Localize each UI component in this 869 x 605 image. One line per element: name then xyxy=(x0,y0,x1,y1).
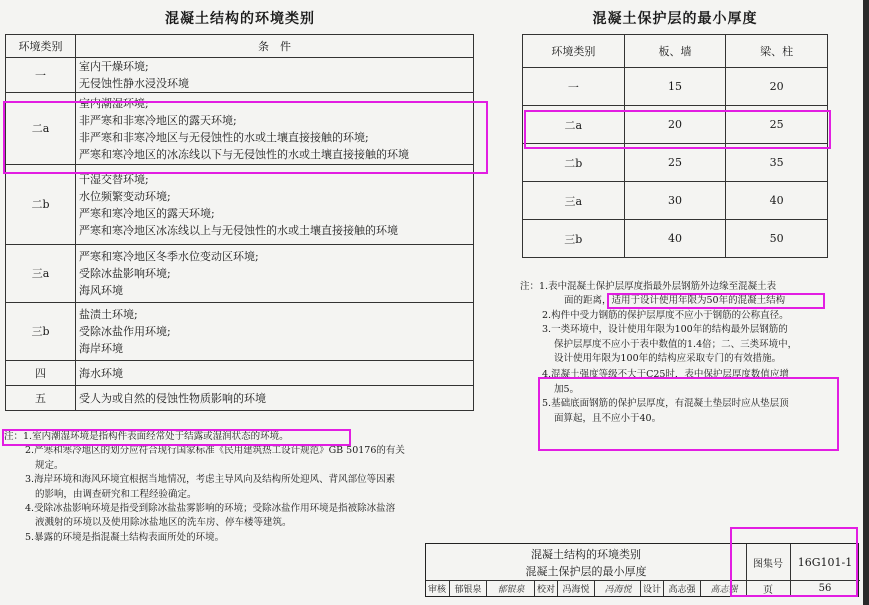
environment-category-table xyxy=(5,34,474,411)
highlight-box-note-50yr xyxy=(607,293,825,309)
condition-line: 无侵蚀性静水浸没环境 xyxy=(79,77,189,90)
condition-line: 干湿交替环境; xyxy=(79,172,149,186)
highlight-box-note-1 xyxy=(2,429,351,446)
condition-line: 受除冰盐影响环境; xyxy=(79,267,171,280)
condition-line: 受人为或自然的侵蚀性物质影响的环境 xyxy=(79,391,266,405)
cover-note-line: 2.构件中受力钢筋的保护层厚度不应小于钢筋的公称直径。 xyxy=(542,309,789,321)
env-condition-cell xyxy=(76,245,474,303)
env-note-line: 注：1.室内潮湿环境是指构件表面经常处于结露或湿润状态的环境。 xyxy=(4,431,289,442)
review-signature: 郁银泉 xyxy=(486,581,535,596)
condition-line: 严寒和寒冷地区的冰冻线以下与无侵蚀性的水或土壤直接接触的环境 xyxy=(79,147,409,161)
env-note-line: 2.严寒和寒冷地区的划分应符合现行国家标准《民用建筑热工设计规范》GB 50176的有关 xyxy=(25,445,405,457)
condition-line: 盐渍土环境; xyxy=(79,308,138,321)
table-row xyxy=(6,245,474,303)
cover-note-line: 面算起，且不应小于40。 xyxy=(554,412,662,424)
condition-line: 水位频繁变动环境; xyxy=(79,189,171,203)
env-category-cell: 三a xyxy=(6,245,76,303)
cover-note-line: 4.混凝土强度等级不大于C25时，表中保护层厚度数值应增 xyxy=(542,369,789,381)
env-notes xyxy=(4,430,405,545)
table-row xyxy=(523,144,828,182)
table-row xyxy=(523,182,828,220)
table-row xyxy=(6,165,474,245)
highlight-box-atlas xyxy=(730,527,858,597)
cover-cell: 50 xyxy=(726,220,828,258)
env-category-cell: 二b xyxy=(6,165,76,245)
env-note-line: 规定。 xyxy=(35,459,64,471)
cover-cell: 20 xyxy=(726,68,828,106)
cover-cell: 40 xyxy=(624,220,726,258)
env-header-category: 环境类别 xyxy=(6,35,76,58)
env-header-condition: 条 件 xyxy=(76,35,474,58)
page-label: 页 xyxy=(763,584,773,596)
left-title: 混凝土结构的环境类别 xyxy=(165,11,315,27)
condition-line: 室内干燥环境; xyxy=(79,60,149,73)
env-condition-cell xyxy=(76,361,474,386)
condition-line: 室内潮湿环境; xyxy=(79,96,149,110)
cover-cell: 二a xyxy=(523,106,625,144)
env-note-line: 3.海岸环境和海风环境宜根据当地情况，考虑主导风向及结构所处迎风、背风部位等因素 xyxy=(25,474,396,486)
env-category-cell: 五 xyxy=(6,386,76,411)
right-title: 混凝土保护层的最小厚度 xyxy=(592,11,758,27)
design-label: 设计 xyxy=(640,581,663,596)
env-category-cell: 二a xyxy=(6,93,76,165)
condition-line: 严寒和寒冷地区冰冻线以上与无侵蚀性的水或土壤直接接触的环境 xyxy=(79,223,398,237)
cover-note-highlighted: 适用于设计使用年限为50年的混凝土结构 xyxy=(611,295,786,307)
cover-cell: 15 xyxy=(624,68,726,106)
condition-line: 海岸环境 xyxy=(79,342,123,355)
cover-cell: 35 xyxy=(726,144,828,182)
condition-line: 海风环境 xyxy=(79,284,123,297)
highlight-box-env-2a xyxy=(3,101,488,174)
env-note-line: 5.暴露的环境是指混凝土结构表面所处的环境。 xyxy=(25,531,225,543)
cover-cell: 二b xyxy=(523,144,625,182)
design-name: 高志强 xyxy=(663,581,700,596)
condition-line: 受除冰盐作用环境; xyxy=(79,325,171,338)
env-note-line: 的影响，由调查研究和工程经验确定。 xyxy=(35,488,197,500)
page-edge xyxy=(863,0,869,605)
condition-line: 非严寒和非寒冷地区与无侵蚀性的水或土壤直接接触的环境; xyxy=(79,130,369,144)
cover-cell: 一 xyxy=(523,68,625,106)
cover-cell: 25 xyxy=(624,144,726,182)
table-row xyxy=(523,68,828,106)
env-condition-cell xyxy=(76,58,474,93)
condition-line: 严寒和寒冷地区的露天环境; xyxy=(79,206,215,220)
check-label: 校对 xyxy=(534,581,557,596)
env-condition-cell xyxy=(76,386,474,411)
cover-cell: 30 xyxy=(624,182,726,220)
table-row xyxy=(6,386,474,411)
env-condition-cell xyxy=(76,303,474,361)
cover-cell: 三b xyxy=(523,220,625,258)
cover-note-line: 3.一类环境中，设计使用年限为100年的结构最外层钢筋的 xyxy=(542,324,788,336)
highlight-box-notes-4-5 xyxy=(538,377,839,451)
check-name: 冯海悦 xyxy=(557,581,594,596)
cover-cell: 40 xyxy=(726,182,828,220)
cover-note-line: 设计使用年限为100年的结构应采取专门的有效措施。 xyxy=(554,353,782,365)
page-number: 56 xyxy=(818,582,832,594)
table-row xyxy=(6,361,474,386)
cover-note-text: 面的距离， xyxy=(564,295,612,307)
cover-note-line: 加5。 xyxy=(554,383,580,395)
env-category-cell: 三b xyxy=(6,303,76,361)
cover-header-slab-wall: 板、墙 xyxy=(624,35,726,68)
condition-line: 非严寒和非寒冷地区的露天环境; xyxy=(79,113,237,127)
cover-cell: 25 xyxy=(726,106,828,144)
env-category-cell: 一 xyxy=(6,58,76,93)
drawing-title-line2: 混凝土保护层的最小厚度 xyxy=(525,565,647,578)
env-note-line: 液溅射的环境以及使用除冰盐地区的洗车房、停车楼等建筑。 xyxy=(35,517,292,529)
env-condition-cell xyxy=(76,165,474,245)
cover-note-line: 注：1.表中混凝土保护层厚度指最外层钢筋外边缘至混凝土表 xyxy=(520,281,777,292)
cover-note-line: 5.基础底面钢筋的保护层厚度，有混凝土垫层时应从垫层顶 xyxy=(542,398,789,410)
condition-line: 海水环境 xyxy=(79,366,123,380)
table-row xyxy=(523,220,828,258)
atlas-label: 图集号 xyxy=(753,558,783,570)
cover-cell: 20 xyxy=(624,106,726,144)
env-note-line: 4.受除冰盐影响环境是指受到除冰盐盐雾影响的环境；受除冰盐作用环境是指被除冰盐溶 xyxy=(25,503,396,515)
cover-header-category: 环境类别 xyxy=(523,35,625,68)
check-signature: 冯海悦 xyxy=(594,581,641,596)
table-row xyxy=(6,303,474,361)
review-name: 郁银泉 xyxy=(449,581,486,596)
cover-cell: 三a xyxy=(523,182,625,220)
drawing-title-line1: 混凝土结构的环境类别 xyxy=(531,548,641,561)
atlas-number: 16G101-1 xyxy=(797,555,853,569)
cover-header-beam-column: 梁、柱 xyxy=(726,35,828,68)
table-row xyxy=(6,58,474,93)
cover-note-line: 保护层厚度不应小于表中数值的1.4倍；二、三类环境中， xyxy=(554,338,798,350)
review-label: 审核 xyxy=(427,585,446,595)
design-signature: 高志强 xyxy=(700,581,747,596)
condition-line: 严寒和寒冷地区冬季水位变动区环境; xyxy=(79,250,259,263)
highlight-box-cover-2a xyxy=(524,110,831,149)
env-category-cell: 四 xyxy=(6,361,76,386)
